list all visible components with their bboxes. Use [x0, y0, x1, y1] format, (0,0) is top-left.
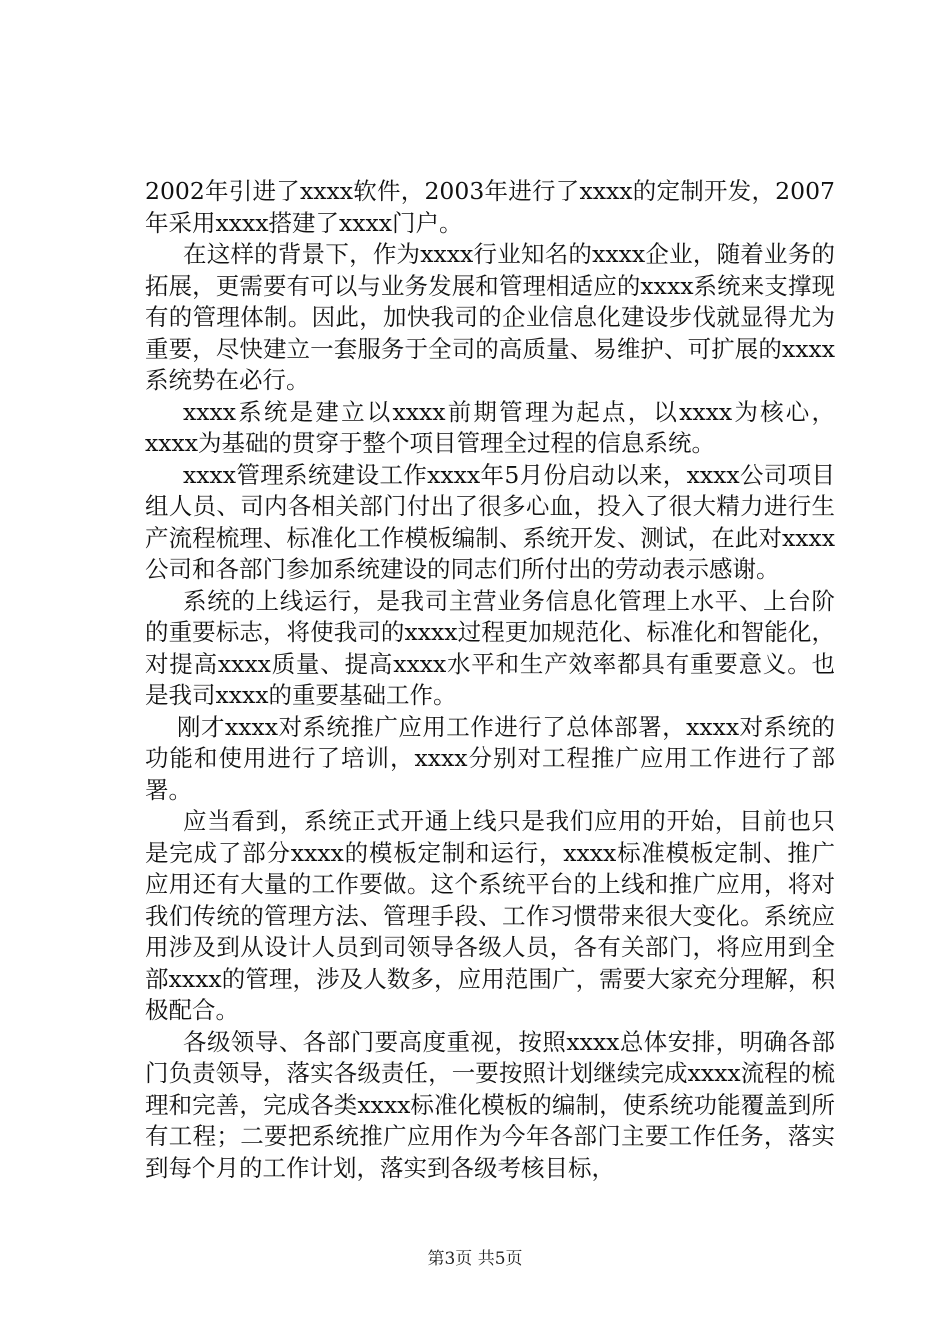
- paragraph-5: 系统的上线运行，是我司主营业务信息化管理上水平、上台阶的重要标志，将使我司的xxxx过程更加规范化、标准化和智能化，对提高xxxx质量、提高xxxx水平和生产效率都具有重要意义。也是我司xxxx的重要基础工作。: [145, 586, 835, 709]
- paragraph-6: 刚才xxxx对系统推广应用工作进行了总体部署，xxxx对系统的功能和使用进行了培训，xxxx分别对工程推广应用工作进行了部署。: [145, 712, 835, 804]
- paragraph-1: 2002年引进了xxxx软件，2003年进行了xxxx的定制开发，2007年采用xxxx搭建了xxxx门户。: [145, 177, 835, 237]
- page-number: 第3页 共5页: [427, 1249, 523, 1269]
- paragraph-4: xxxx管理系统建设工作xxxx年5月份启动以来，xxxx公司项目组人员、司内各相关部门付出了很多心血，投入了很大精力进行生产流程梳理、标准化工作模板编制、系统开发、测试，在此对xxxx公司和各部门参加系统建设的同志们所付出的劳动表示感谢。: [145, 460, 835, 583]
- page-footer: [0, 1244, 950, 1269]
- document-body: [145, 176, 835, 1184]
- paragraph-7: 应当看到，系统正式开通上线只是我们应用的开始，目前也只是完成了部分xxxx的模板定制和运行，xxxx标准模板定制、推广应用还有大量的工作要做。这个系统平台的上线和推广应用，将对我们传统的管理方法、管理手段、工作习惯带来很大变化。系统应用涉及到从设计人员到司领导各级人员，各有关部门，将应用到全部xxxx的管理，涉及人数多，应用范围广，需要大家充分理解，积极配合。: [145, 807, 835, 1024]
- paragraph-3: xxxx系统是建立以xxxx前期管理为起点，以xxxx为核心，xxxx为基础的贯穿于整个项目管理全过程的信息系统。: [145, 397, 835, 457]
- paragraph-8: 各级领导、各部门要高度重视，按照xxxx总体安排，明确各部门负责领导，落实各级责任，一要按照计划继续完成xxxx流程的梳理和完善，完成各类xxxx标准化模板的编制，使系统功能覆盖到所有工程；二要把系统推广应用作为今年各部门主要工作任务，落实到每个月的工作计划，落实到各级考核目标，: [145, 1027, 835, 1182]
- paragraph-2: 在这样的背景下，作为xxxx行业知名的xxxx企业，随着业务的拓展，更需要有可以与业务发展和管理相适应的xxxx系统来支撑现有的管理体制。因此，加快我司的企业信息化建设步伐就显得尤为重要，尽快建立一套服务于全司的高质量、易维护、可扩展的xxxx系统势在必行。: [145, 240, 835, 394]
